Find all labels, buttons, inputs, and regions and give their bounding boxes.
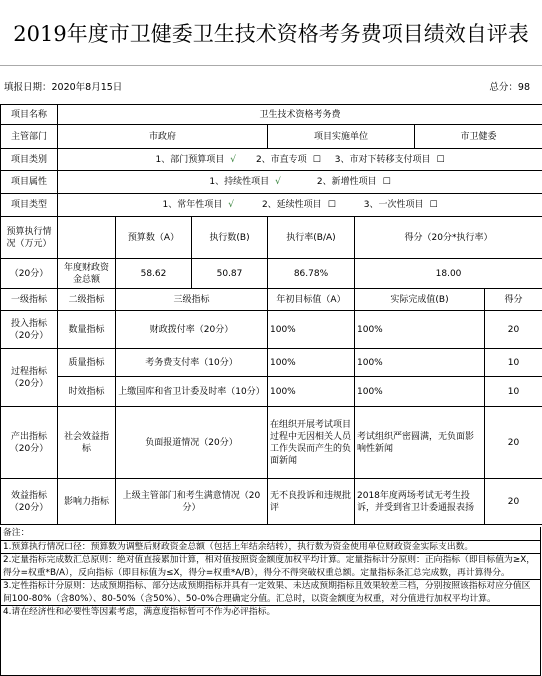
type-options — [58, 194, 542, 217]
indicator-level1: 效益指标（20分） — [1, 479, 58, 525]
indicator-score: 20 — [485, 479, 542, 525]
budget-header-rate: 执行率(B/A) — [268, 217, 355, 259]
note-item: 4.请在经济性和必要性等因素考虑，满意度指标暂可不作为必评指标。 — [3, 607, 276, 617]
indicator-actual: 100% — [355, 377, 485, 407]
note-item: 2.定量指标完成数汇总原则：绝对值直接累加计算，相对值按照资金额度加权平均计算。定量指标计分原则：正向指标（即目标值为≥X，得分=权重*B/A），反向指标（即目标值为≤X，得分=权重*A/B），得分不得突破权重总额。定量指标条汇总完成数，再计算得分。 — [1, 554, 540, 580]
indicator-level3: 负面报道情况（20分） — [116, 407, 268, 479]
budget-value-rate: 86.78% — [268, 259, 355, 289]
notes-section — [0, 527, 541, 676]
indicator-target: 100% — [268, 349, 355, 377]
budget-header-score: 得分（20分*执行率） — [355, 217, 542, 259]
checkbox-icon: ☐ — [436, 154, 445, 165]
indicator-target: 在组织开展考试项目过程中无因相关人员工作失误而产生的负面新闻 — [268, 407, 355, 479]
budget-header-a: 预算数（A） — [116, 217, 192, 259]
indicator-target: 无不良投诉和违规批评 — [268, 479, 355, 525]
evaluation-table — [0, 104, 542, 525]
check-icon: √ — [275, 177, 281, 187]
indicator-level3: 上级主管部门和考生满意情况（20分） — [116, 479, 268, 525]
indicator-level2: 时效指标 — [58, 377, 116, 407]
indicator-target: 100% — [268, 311, 355, 349]
checkbox-icon: ☐ — [382, 177, 391, 187]
option-one-time: 3、一次性项目 — [363, 200, 424, 210]
project-name-value: 卫生技术资格考务费 — [58, 105, 542, 125]
option-annual: 1、常年性项目 — [162, 200, 223, 210]
indicator-level1: 过程指标（20分） — [1, 349, 58, 407]
indicator-level2: 社会效益指标 — [58, 407, 116, 479]
option-new: 2、新增性项目 — [316, 177, 377, 187]
impl-unit-value: 市卫健委 — [415, 125, 542, 149]
checkbox-icon: ☐ — [327, 200, 336, 210]
header-actual: 实际完成值(B) — [355, 289, 485, 311]
check-icon: √ — [230, 154, 236, 165]
indicator-score: 20 — [485, 407, 542, 479]
option-budget: 1、部门预算项目 — [155, 154, 225, 165]
indicator-level2: 影响力指标 — [58, 479, 116, 525]
indicator-target: 100% — [268, 377, 355, 407]
dept-value: 市政府 — [58, 125, 268, 149]
indicator-level3: 考务费支付率（10分） — [116, 349, 268, 377]
checkbox-icon: ☐ — [429, 200, 438, 210]
option-transfer: 3、市对下转移支付项目 — [334, 154, 431, 165]
impl-unit-label: 项目实施单位 — [268, 125, 415, 149]
indicator-actual: 100% — [355, 349, 485, 377]
indicator-level1: 产出指标（20分） — [1, 407, 58, 479]
indicator-score: 20 — [485, 311, 542, 349]
page-title: 2019年度市卫健委卫生技术资格考务费项目绩效自评表 — [0, 0, 542, 66]
budget-row-label: 年度财政资金总额 — [58, 259, 116, 289]
check-icon: √ — [228, 200, 234, 210]
option-continuous: 1、持续性项目 — [209, 177, 270, 187]
indicator-level3: 财政拨付率（20分） — [116, 311, 268, 349]
attribute-label: 项目属性 — [1, 171, 58, 194]
option-extended: 2、延续性项目 — [261, 200, 322, 210]
type-label: 项目类型 — [1, 194, 58, 217]
budget-header-b: 执行数(B) — [192, 217, 268, 259]
indicator-score: 10 — [485, 377, 542, 407]
checkbox-icon: ☐ — [312, 154, 321, 165]
budget-value-a: 58.62 — [116, 259, 192, 289]
fill-info-row — [0, 66, 542, 104]
total-score: 总分：98 — [489, 82, 530, 93]
header-level1: 一级指标 — [1, 289, 58, 311]
indicator-score: 10 — [485, 349, 542, 377]
option-city-special: 2、市直专项 — [255, 154, 307, 165]
header-level3: 三级指标 — [116, 289, 268, 311]
dept-label: 主管部门 — [1, 125, 58, 149]
attribute-options — [58, 171, 542, 194]
indicator-actual: 2018年度两场考试无考生投诉，并受到省卫计委通报表扬 — [355, 479, 485, 525]
budget-score-label: （20分） — [1, 259, 58, 289]
category-options — [58, 149, 542, 171]
indicator-level2: 质量指标 — [58, 349, 116, 377]
indicator-level2: 数量指标 — [58, 311, 116, 349]
indicator-actual: 考试组织严密圆满，无负面影响性新闻 — [355, 407, 485, 479]
header-score: 得分 — [485, 289, 542, 311]
header-level2: 二级指标 — [58, 289, 116, 311]
header-target: 年初目标值（A） — [268, 289, 355, 311]
indicator-level3: 上缴国库和省卫计委及时率（10分） — [116, 377, 268, 407]
indicator-actual: 100% — [355, 311, 485, 349]
budget-value-b: 50.87 — [192, 259, 268, 289]
empty-cell — [58, 217, 116, 259]
budget-value-score: 18.00 — [355, 259, 542, 289]
indicator-level1: 投入指标（20分） — [1, 311, 58, 349]
fill-date: 填报日期：2020年8月15日 — [4, 82, 123, 93]
notes-label: 备注： — [1, 527, 540, 541]
project-name-label: 项目名称 — [1, 105, 58, 125]
budget-label: 预算执行情况（万元） — [1, 217, 58, 259]
category-label: 项目类别 — [1, 149, 58, 171]
note-item: 1.预算执行情况口径：预算数为调整后财政资金总额（包括上年结余结转），执行数为资金使用单位财政资金实际支出数。 — [1, 541, 540, 555]
note-item: 3.定性指标计分原则：达成预期指标、部分达成预期指标并具有一定效果、未达成预期指标且效果较差三档，分别按照该指标对应分值区间100-80%（含80%）、80-50%（含50%）、50-0%合理确定分值。汇总时，以资金额度为权重，对分值进行加权平均计算。 — [1, 580, 540, 606]
